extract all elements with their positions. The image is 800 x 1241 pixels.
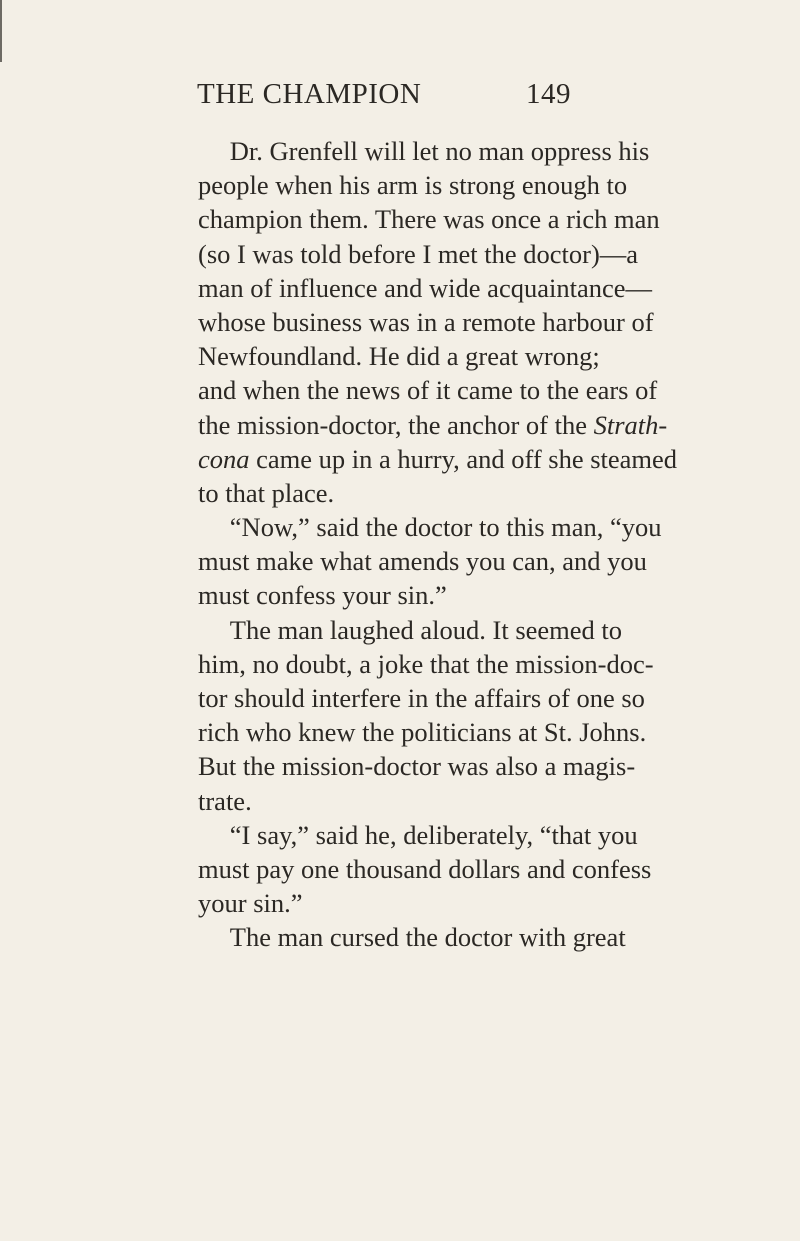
text-line: rich who knew the politicians at St. Johns. — [198, 717, 647, 748]
text-line: Newfoundland. He did a great wrong; — [198, 341, 600, 372]
text-line: trate. — [198, 785, 252, 816]
text-line — [198, 442, 678, 476]
text-line: “Now,” said the doctor to this man, “you — [229, 512, 662, 543]
text-line: him, no doubt, a joke that the mission-doc- — [198, 648, 654, 679]
text-line: The man cursed the doctor with great — [229, 922, 626, 953]
text-line — [198, 408, 668, 442]
text-line: must confess your sin.” — [198, 580, 447, 611]
text-line: your sin.” — [198, 888, 303, 919]
text-line: must pay one thousand dollars and confess — [198, 853, 652, 884]
text-line: The man laughed aloud. It seemed to — [229, 614, 623, 645]
page-number: 149 — [526, 78, 571, 110]
body-text — [198, 134, 678, 955]
text-line: man of influence and wide acquaintance— — [198, 272, 652, 303]
page-edge-mark — [0, 0, 2, 62]
text-line: champion them. There was once a rich man — [198, 204, 660, 235]
text-run: came up in a hurry, and off she steamed — [249, 443, 678, 474]
text-line: Dr. Grenfell will let no man oppress his — [229, 136, 650, 166]
text-line: to that place. — [198, 477, 335, 508]
text-line: whose business was in a remote harbour of — [198, 306, 654, 337]
running-title: THE CHAMPION — [197, 78, 422, 110]
text-line: tor should interfere in the affairs of one so — [198, 683, 645, 713]
text-line: people when his arm is strong enough to — [198, 170, 628, 201]
running-head — [197, 74, 571, 114]
text-run: the mission-doctor, the anchor of the — [198, 409, 594, 440]
text-line: “I say,” said he, deliberately, “that you — [229, 819, 638, 850]
text-line: But the mission-doctor was also a magis- — [198, 751, 636, 782]
text-line: must make what amends you can, and you — [198, 546, 647, 577]
text-line: and when the news of it came to the ears of — [198, 375, 658, 406]
italic-text: cona — [198, 443, 250, 474]
text-line: (so I was told before I met the doctor)—a — [198, 238, 639, 269]
italic-text: Strath- — [593, 409, 668, 440]
